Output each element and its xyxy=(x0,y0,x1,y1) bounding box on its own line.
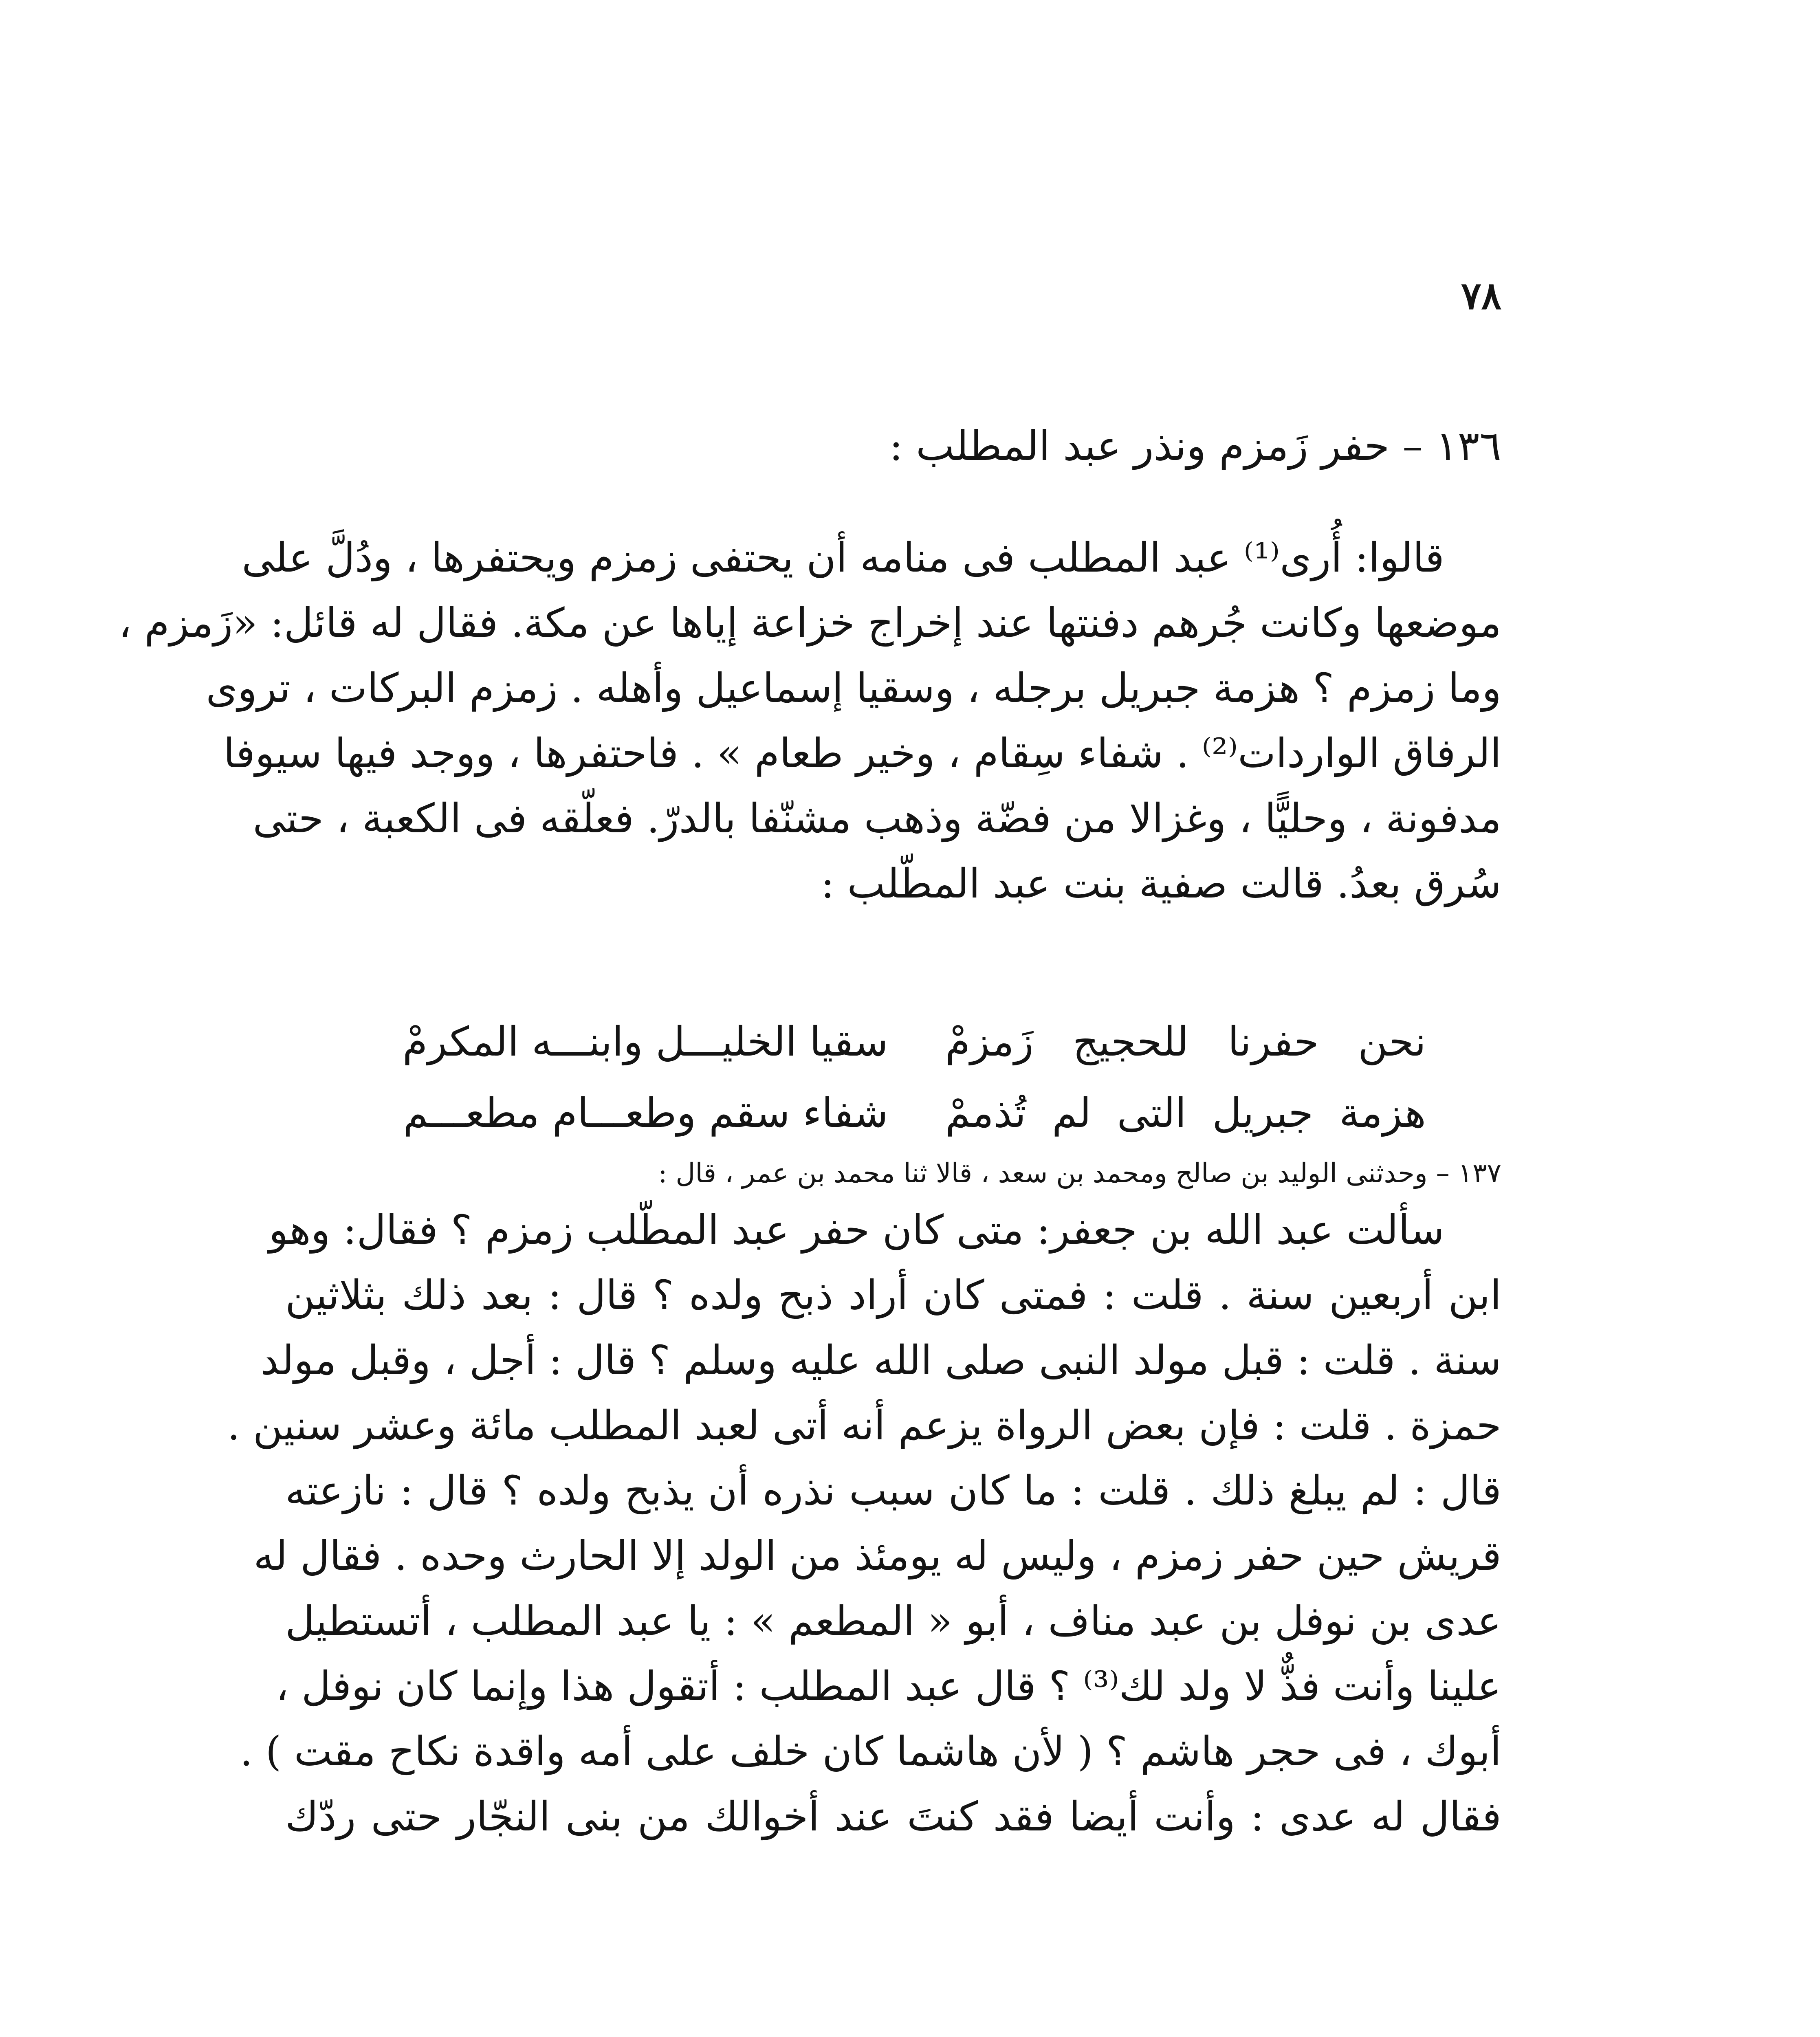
text-line: علينا وأنت فذٌّ لا ولد لك⁽³⁾ ؟ قال عبد المطلب : أتقول هذا وإنما كان نوفل ، xyxy=(275,1663,1501,1710)
text-line: موضعها وكانت جُرهم دفنتها عند إخراج خزاعة إياها عن مكة. فقال له قائل: «زَمزم ، xyxy=(119,600,1501,647)
text-line: سألت عبد الله بن جعفر: متى كان حفر عبد المطّلب زمزم ؟ فقال: وهو xyxy=(268,1207,1444,1254)
paragraph-136 xyxy=(119,526,1501,917)
poem-hemistich-left: شفاء سقم وطعـــام مطعـــم xyxy=(403,1090,888,1137)
poem-verse xyxy=(403,1078,1426,1149)
text-line: قريش حين حفر زمزم ، وليس له يومئذ من الولد إلا الحارث وحده . فقال له xyxy=(253,1533,1501,1579)
text-line: قالوا: أُرى⁽¹⁾ عبد المطلب فى منامه أن يحتفى زمزم ويحتفرها ، ودُلَّ على xyxy=(242,535,1444,581)
text-line: مدفونة ، وحليًّا ، وغزالا من فضّة وذهب مشنّفا بالدرّ. فعلّقه فى الكعبة ، حتى xyxy=(253,795,1501,842)
text-line: سنة . قلت : قبل مولد النبى صلى الله عليه وسلم ؟ قال : أجل ، وقبل مولد xyxy=(260,1337,1501,1384)
text-line: سُرق بعدُ. قالت صفية بنت عبد المطّلب : xyxy=(821,860,1501,907)
poem xyxy=(402,1006,1426,1149)
poem-hemistich-right: هزمة جبريل التى لم تُذممْ xyxy=(945,1090,1426,1137)
text-line: الرفاق الواردات⁽²⁾ . شفاء سِقام ، وخير طعام » . فاحتفرها ، ووجد فيها سيوفا xyxy=(223,730,1501,777)
section-heading-136: ١٣٦ – حفر زَمزم ونذر عبد المطلب : xyxy=(889,422,1501,470)
text-line: قال : لم يبلغ ذلك . قلت : ما كان سبب نذره أن يذبح ولده ؟ قال : نازعته xyxy=(285,1467,1501,1514)
poem-hemistich-left: سقيا الخليـــل وابنـــه المكرمْ xyxy=(402,1018,888,1065)
text-line: وما زمزم ؟ هزمة جبريل برجله ، وسقيا إسماعيل وأهله . زمزم البركات ، تروى xyxy=(206,665,1501,712)
text-line: أبوك ، فى حجر هاشم ؟ ( لأن هاشما كان خلف على أمه واقدة نكاح مقت ) . xyxy=(240,1728,1501,1775)
isnad-137: ١٣٧ – وحدثنى الوليد بن صالح ومحمد بن سعد ، قالا ثنا محمد بن عمر ، قال : xyxy=(658,1157,1501,1189)
page-number: ٧٨ xyxy=(1461,274,1501,318)
poem-hemistich-right: نحن حفرنا للحجيج زَمزمْ xyxy=(945,1018,1426,1065)
text-line: ابن أربعين سنة . قلت : فمتى كان أراد ذبح ولده ؟ قال : بعد ذلك بثلاثين xyxy=(285,1272,1501,1319)
text-line: فقال له عدى : وأنت أيضا فقد كنتَ عند أخوالك من بنى النجّار حتى ردّك xyxy=(285,1793,1501,1840)
poem-verse xyxy=(402,1006,1426,1078)
paragraph-137 xyxy=(227,1198,1501,1850)
text-line: عدى بن نوفل بن عبد مناف ، أبو « المطعم » : يا عبد المطلب ، أتستطيل xyxy=(285,1598,1501,1645)
text-line: حمزة . قلت : فإن بعض الرواة يزعم أنه أتى لعبد المطلب مائة وعشر سنين . xyxy=(227,1402,1501,1449)
